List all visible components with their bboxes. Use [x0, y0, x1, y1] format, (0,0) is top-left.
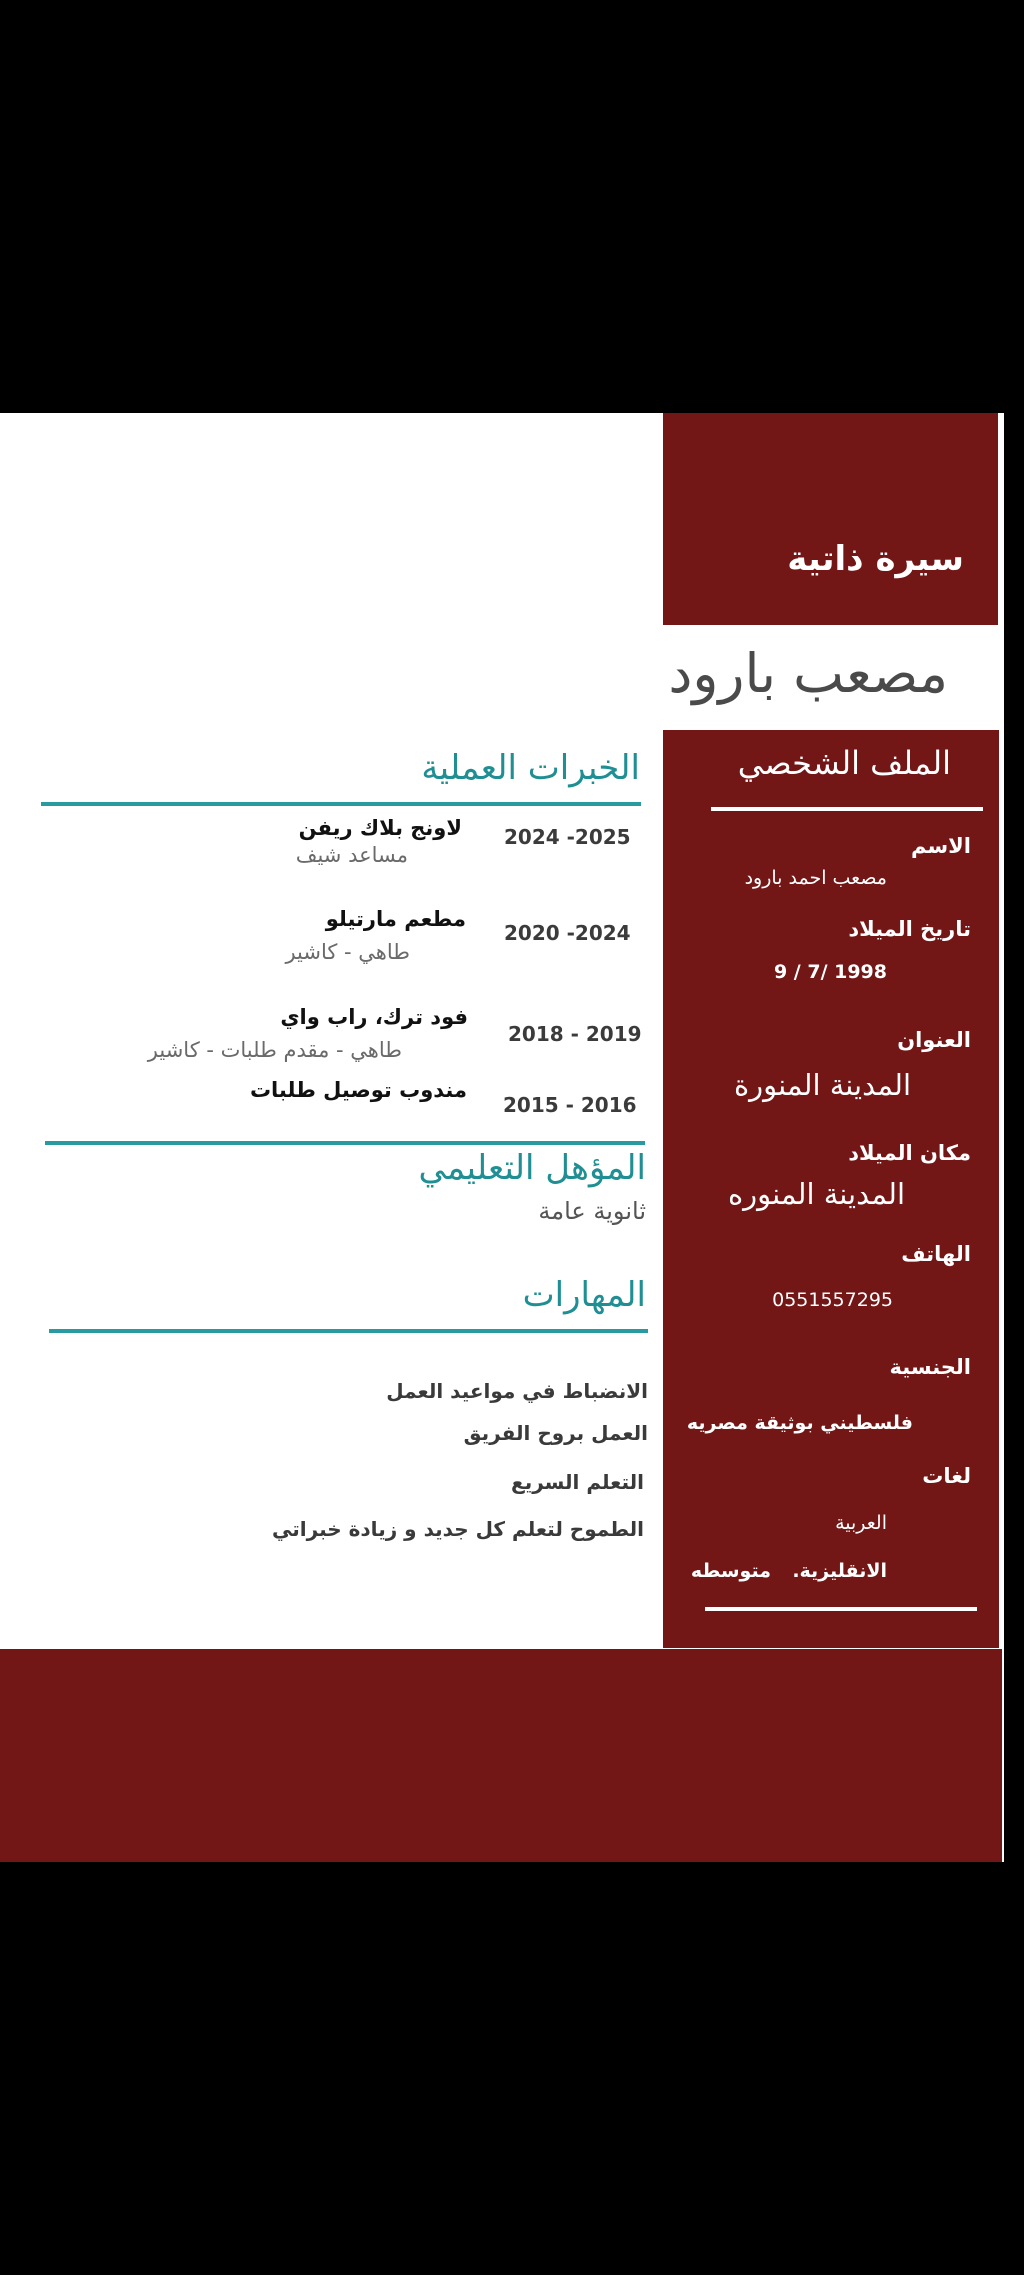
dob-label: تاريخ الميلاد: [848, 917, 971, 941]
address-label: العنوان: [897, 1028, 971, 1052]
skills-heading: المهارات: [522, 1275, 646, 1315]
experience-role-3: طاهي - مقدم طلبات - كاشير: [147, 1038, 402, 1062]
profile-divider: [711, 807, 983, 811]
languages-label: لغات: [922, 1464, 971, 1488]
experience-dates-2: 2020 -2024: [504, 921, 631, 945]
skills-divider: [49, 1329, 648, 1333]
skill-item-3: التعلم السريع: [511, 1470, 644, 1494]
skill-item-4: الطموح لتعلم كل جديد و زيادة خبراتي: [272, 1517, 644, 1541]
education-value: ثانوية عامة: [538, 1197, 646, 1225]
address-value: المدينة المنورة: [733, 1068, 911, 1102]
footer-band: [0, 1649, 1002, 1862]
experience-divider: [41, 802, 641, 806]
experience-place-4: مندوب توصيل طلبات: [249, 1078, 467, 1102]
experience-heading: الخبرات العملية: [421, 748, 640, 788]
experience-place-3: فود ترك، راب واي: [280, 1005, 468, 1029]
language-english-level: متوسطه: [690, 1560, 771, 1582]
name-label: الاسم: [911, 834, 971, 858]
experience-role-2: طاهي - كاشير: [285, 940, 410, 964]
title-block: [663, 413, 998, 625]
nationality-label: الجنسية: [889, 1355, 971, 1379]
language-english: الانقليزية.: [792, 1560, 887, 1582]
skill-item-1: الانضباط في مواعيد العمل: [386, 1379, 648, 1403]
phone-label: الهاتف: [901, 1242, 971, 1266]
language-arabic: العربية: [835, 1512, 887, 1534]
birthplace-value: المدينة المنوره: [727, 1177, 905, 1211]
experience-role-1: مساعد شيف: [295, 843, 408, 867]
experience-place-1: لاونج بلاك ريفن: [298, 816, 462, 840]
nationality-value: فلسطيني بوثيقة مصريه: [686, 1412, 913, 1434]
cv-page[interactable]: [0, 413, 1004, 1862]
sidebar-bottom-divider: [705, 1607, 977, 1611]
full-name: مصعب بارود: [668, 642, 948, 705]
profile-sidebar: [663, 730, 999, 1648]
experience-dates-1: 2024 -2025: [504, 825, 631, 849]
name-value: مصعب احمد بارود: [744, 867, 887, 889]
education-divider: [45, 1141, 645, 1145]
dob-value: 9 / 7/ 1998: [773, 961, 887, 983]
birthplace-label: مكان الميلاد: [848, 1141, 971, 1165]
phone-value: 0551557295: [772, 1289, 893, 1311]
education-heading: المؤهل التعليمي: [418, 1148, 646, 1188]
cv-title: سيرة ذاتية: [787, 539, 964, 579]
skill-item-2: العمل بروح الفريق: [463, 1421, 648, 1445]
profile-heading: الملف الشخصي: [737, 744, 951, 782]
experience-dates-4: 2015 - 2016: [503, 1093, 637, 1117]
experience-dates-3: 2018 - 2019: [508, 1022, 642, 1046]
experience-place-2: مطعم مارتيلو: [325, 907, 466, 931]
